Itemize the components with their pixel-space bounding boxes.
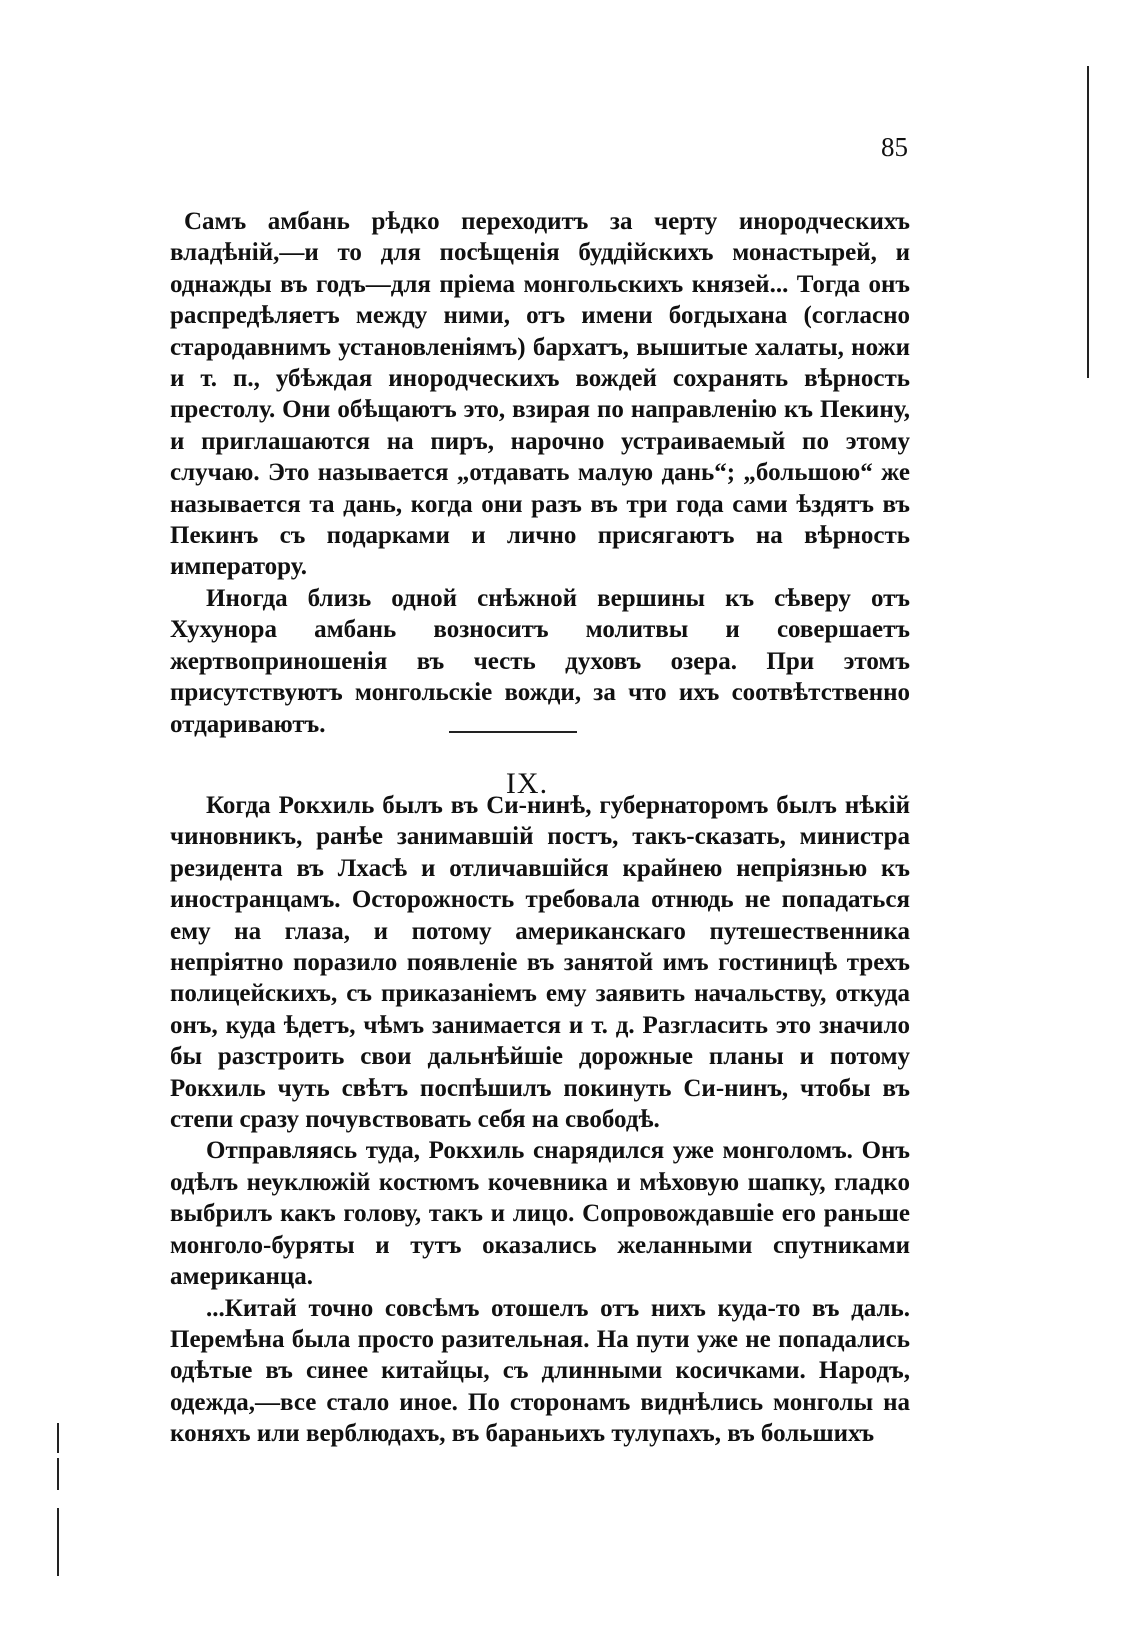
paragraph: ...Китай точно совсѣмъ отошелъ отъ нихъ куда-то въ даль. Перемѣна была просто разительная. На пути уже не попадались одѣтые въ синее китайцы, съ длинными косичками. Народъ, одежда,—все стало иное. По сторонамъ виднѣлись монголы на коняхъ или верблюдахъ, въ бараньихъ тулупахъ, въ большихъ — [170, 1294, 910, 1448]
section-1-text — [170, 206, 910, 740]
chapter-heading: IX. — [505, 767, 549, 800]
scan-edge-line — [57, 1508, 59, 1576]
paragraph: Самъ амбань рѣдко переходитъ за черту инородческихъ владѣній,—и то для посѣщенія буддійскихъ монастырей, и однажды въ годъ—для пріема монгольскихъ князей... Тогда онъ распредѣляетъ между ними, отъ имени богдыхана (согласно стародавнимъ установленіямъ) бархатъ, вышитые халаты, ножи и т. п., убѣждая инородческихъ вождей сохранять вѣрность престолу. Они обѣщаютъ это, взирая по направленію къ Пекину, и приглашаются на пиръ, нарочно устраиваемый по этому случаю. Это называется „отдавать малую дань“; „большою“ же называется та дань, когда они разъ въ три года сами ѣздятъ въ Пекинъ съ подарками и лично присягаютъ на вѣрность императору. — [170, 208, 910, 581]
section-divider — [449, 731, 577, 733]
page-number: 85 — [881, 132, 908, 162]
scan-edge-line — [57, 1423, 59, 1453]
scan-edge-line — [1087, 66, 1089, 378]
section-2-text — [170, 790, 910, 1450]
paragraph: Иногда близь одной снѣжной вершины къ сѣверу отъ Хухунора амбань возноситъ молитвы и совершаетъ жертвоприношенія въ честь духовъ озера. При этомъ присутствуютъ монгольскіе вожди, за что ихъ соотвѣтственно отдариваютъ. — [170, 584, 910, 738]
paragraph: Когда Рокхиль былъ въ Си-нинѣ, губернаторомъ былъ нѣкій чиновникъ, ранѣе занимавшій постъ, такъ-сказать, министра резидента въ Лхасѣ и отличавшійся крайнею непріязнью къ иностранцамъ. Осторожность требовала отнюдь не попадаться ему на глаза, и потому американскаго путешественника непріятно поразило появленіе въ занятой имъ гостиницѣ трехъ полицейскихъ, съ приказаніемъ ему заявить начальству, откуда онъ, куда ѣдетъ, чѣмъ занимается и т. д. Разгласить это значило бы разстроить свои дальнѣйшіе дорожные планы и потому Рокхиль чуть свѣтъ поспѣшилъ покинуть Си-нинъ, чтобы въ степи сразу почувствовать себя на свободѣ. — [170, 792, 910, 1134]
scan-edge-line — [57, 1458, 59, 1490]
paragraph: Отправляясь туда, Рокхиль снарядился уже монголомъ. Онъ одѣлъ неуклюжій костюмъ кочевника и мѣховую шапку, гладко выбрилъ какъ голову, такъ и лицо. Сопровождавшіе его раньше монголо-буряты и тутъ оказались желанными спутниками американца. — [170, 1137, 910, 1291]
